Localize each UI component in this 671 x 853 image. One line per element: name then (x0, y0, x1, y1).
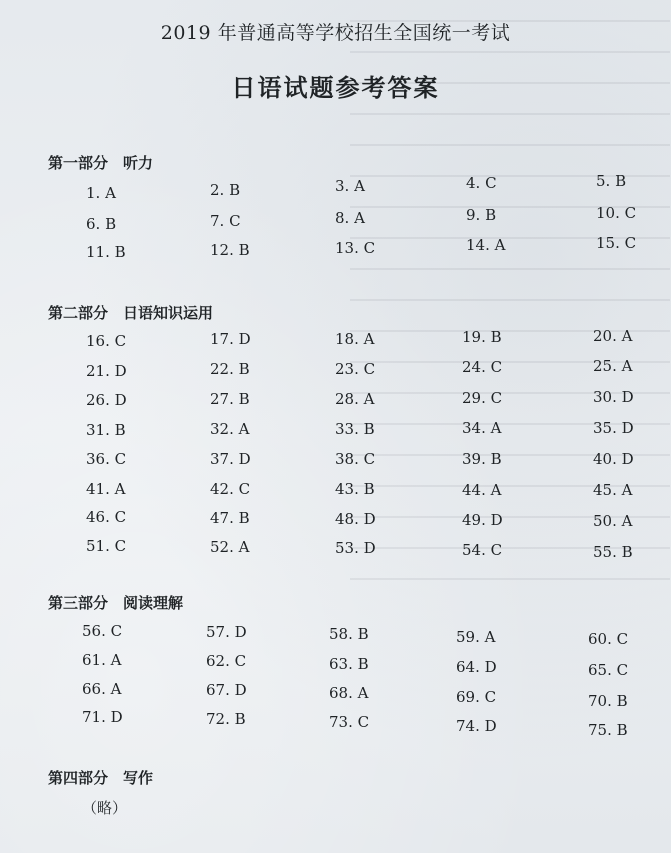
answer-item: 54. C (462, 541, 503, 559)
answer-item: 27. B (210, 390, 250, 408)
answer-item: 31. B (86, 421, 126, 439)
answer-item: 52. A (210, 538, 250, 556)
answer-item: 6. B (86, 215, 117, 233)
answer-item: 1. A (86, 184, 116, 202)
answer-item: 67. D (206, 681, 247, 699)
answer-item: 61. A (82, 651, 122, 669)
answer-item: 69. C (456, 688, 497, 706)
answer-item: 23. C (335, 360, 376, 378)
answer-item: 62. C (206, 652, 247, 670)
answer-item: 41. A (86, 480, 126, 498)
answer-item: 59. A (456, 628, 496, 646)
answer-item: 47. B (210, 509, 250, 527)
answer-item: 21. D (86, 362, 127, 380)
answer-item: 58. B (329, 625, 369, 643)
answer-item: 13. C (335, 239, 376, 257)
answer-item: 38. C (335, 450, 376, 468)
answer-item: 60. C (588, 630, 629, 648)
answer-item: 34. A (462, 419, 502, 437)
answer-item: 20. A (593, 327, 633, 345)
answer-item: 19. B (462, 328, 502, 346)
answer-item: 51. C (86, 537, 127, 555)
answer-item: 4. C (466, 174, 497, 192)
exam-title: 2019 年普通高等学校招生全国统一考试 (160, 22, 511, 44)
answer-item: 40. D (593, 450, 634, 468)
document-title: 日语试题参考答案 (231, 73, 440, 102)
answer-item: 9. B (466, 206, 497, 224)
answer-item: 11. B (86, 243, 126, 261)
answer-item: 29. C (462, 389, 503, 407)
answer-item: 37. D (210, 450, 251, 468)
answer-item: 12. B (210, 241, 250, 259)
answer-item: 30. D (593, 388, 634, 406)
answer-item: 16. C (86, 332, 127, 350)
answer-item: 36. C (86, 450, 127, 468)
answer-item: 56. C (82, 622, 123, 640)
answer-item: 75. B (588, 721, 628, 739)
answer-item: 26. D (86, 391, 127, 409)
answer-item: 14. A (466, 236, 506, 254)
answer-item: 46. C (86, 508, 127, 526)
answer-item: 17. D (210, 330, 251, 348)
section-title-reading: 第三部分 阅读理解 (48, 594, 184, 612)
answer-item: 18. A (335, 330, 375, 348)
answer-item: 72. B (206, 710, 246, 728)
answer-item: 70. B (588, 692, 628, 710)
answer-item: 73. C (329, 713, 370, 731)
answer-item: 42. C (210, 480, 251, 498)
answer-item: 24. C (462, 358, 503, 376)
answer-item: 15. C (596, 234, 637, 252)
answer-item: 65. C (588, 661, 629, 679)
answer-item: 48. D (335, 510, 376, 528)
answer-item: 33. B (335, 420, 375, 438)
answer-item: 22. B (210, 360, 250, 378)
answer-item: 25. A (593, 357, 633, 375)
section-title-listening: 第一部分 听力 (48, 154, 154, 172)
answer-item: 28. A (335, 390, 375, 408)
answer-item: 35. D (593, 419, 634, 437)
answer-item: 74. D (456, 717, 497, 735)
writing-note: （略） (82, 799, 128, 817)
answer-item: 66. A (82, 680, 122, 698)
answer-item: 68. A (329, 684, 369, 702)
answer-item: 71. D (82, 708, 123, 726)
answer-item: 49. D (462, 511, 503, 529)
answer-item: 57. D (206, 623, 247, 641)
answer-item: 43. B (335, 480, 375, 498)
answer-item: 8. A (335, 209, 365, 227)
answer-item: 53. D (335, 539, 376, 557)
section-title-writing: 第四部分 写作 (48, 769, 154, 787)
answer-item: 7. C (210, 212, 241, 230)
answer-item: 2. B (210, 181, 241, 199)
answer-item: 32. A (210, 420, 250, 438)
answer-item: 3. A (335, 177, 365, 195)
answer-item: 50. A (593, 512, 633, 530)
section-title-language-knowledge: 第二部分 日语知识运用 (48, 304, 214, 322)
answer-item: 44. A (462, 481, 502, 499)
answer-item: 55. B (593, 543, 633, 561)
answer-item: 39. B (462, 450, 502, 468)
answer-item: 63. B (329, 655, 369, 673)
answer-item: 5. B (596, 172, 627, 190)
answer-item: 64. D (456, 658, 497, 676)
answer-item: 10. C (596, 204, 637, 222)
answer-item: 45. A (593, 481, 633, 499)
